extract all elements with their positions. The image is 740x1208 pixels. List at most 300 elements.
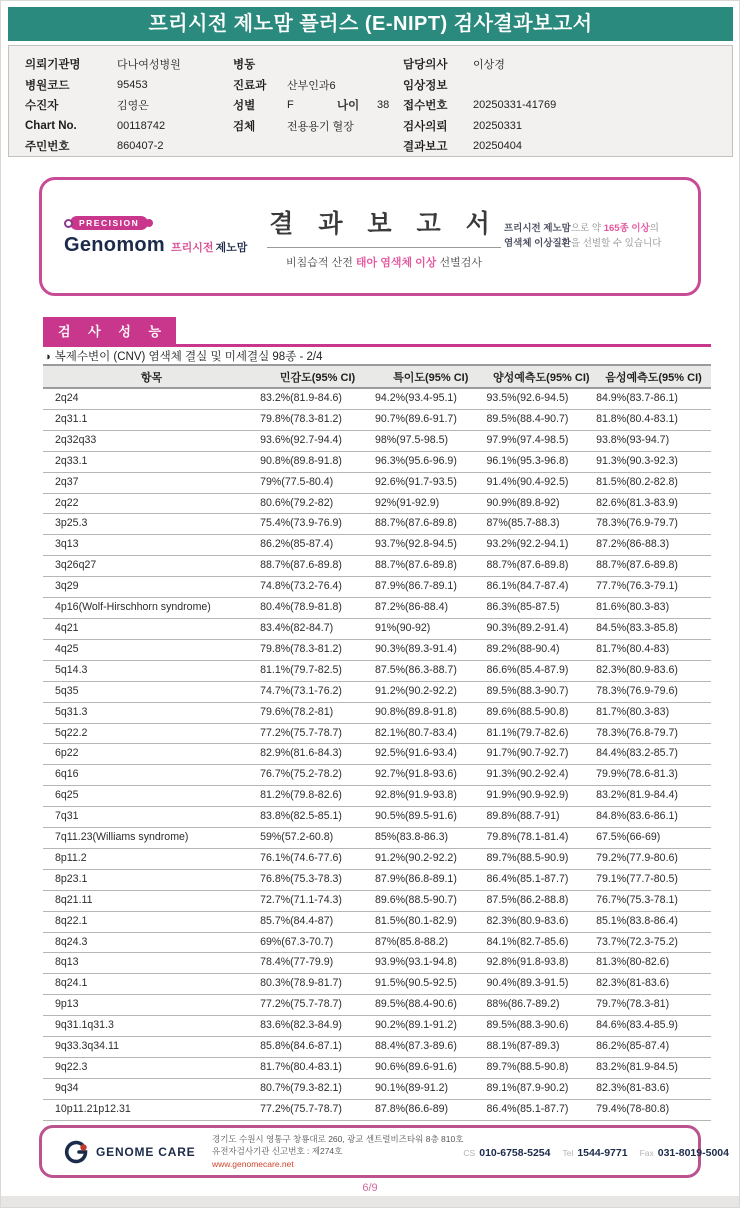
info-row-ward — [233, 54, 403, 75]
row-value-cell: 67.5%(66-69) — [596, 828, 711, 849]
info-row-resident-id — [25, 136, 230, 157]
row-item-cell: 6q16 — [43, 765, 260, 786]
table-row — [43, 388, 711, 409]
field-value: 20250404 — [473, 140, 522, 153]
row-value-cell: 86.3%(85-87.5) — [487, 598, 597, 619]
patient-info-col-middle — [233, 54, 403, 136]
row-value-cell: 78.3%(76.9-79.6) — [596, 681, 711, 702]
row-value-cell: 87%(85.7-88.3) — [487, 514, 597, 535]
row-value-cell: 84.1%(82.7-85.6) — [487, 932, 597, 953]
result-report-subheading — [267, 254, 501, 270]
row-value-cell: 91.3%(90.2-92.4) — [487, 765, 597, 786]
row-item-cell: 8q22.1 — [43, 911, 260, 932]
row-value-cell: 92.8%(91.8-93.8) — [487, 953, 597, 974]
fax-value: 031-8019-5004 — [657, 1146, 729, 1159]
footer-address-line2: 유전자검사기관 신고번호 : 제274호 — [212, 1146, 343, 1157]
row-value-cell: 87%(85.8-88.2) — [375, 932, 487, 953]
table-row — [43, 577, 711, 598]
row-value-cell: 89.5%(88.4-90.7) — [487, 409, 597, 430]
table-row — [43, 660, 711, 681]
field-label: 주민번호 — [25, 141, 70, 154]
result-report-banner — [39, 177, 701, 296]
report-banner-note — [504, 222, 676, 251]
row-item-cell: 9q31.1q31.3 — [43, 1016, 260, 1037]
table-row — [43, 639, 711, 660]
field-label: 수진자 — [25, 100, 59, 113]
row-value-cell: 96.3%(95.6-96.9) — [375, 451, 487, 472]
row-value-cell: 80.6%(79.2-82) — [260, 493, 375, 514]
precision-badge-label: PRECISION — [70, 216, 148, 230]
row-value-cell: 81.1%(79.7-82.6) — [487, 723, 597, 744]
report-banner-center — [267, 204, 501, 270]
genome-care-logo-text: GENOME CARE — [96, 1144, 196, 1159]
table-row — [43, 618, 711, 639]
footer-website: www.genomecare.net — [212, 1158, 294, 1169]
row-value-cell: 86.6%(85.4-87.9) — [487, 660, 597, 681]
info-row-doctor — [403, 54, 733, 75]
info-row-report-date — [403, 136, 733, 157]
row-value-cell: 89.5%(88.4-90.6) — [375, 995, 487, 1016]
row-value-cell: 81.3%(80-82.6) — [596, 953, 711, 974]
row-value-cell: 89.6%(88.5-90.8) — [487, 702, 597, 723]
footer-box — [39, 1125, 729, 1178]
field-value: 95453 — [117, 78, 148, 91]
table-row — [43, 702, 711, 723]
report-title-bar — [8, 7, 733, 41]
col-header-sensitivity: 민감도(95% CI) — [260, 365, 375, 388]
genomom-brand-block — [64, 216, 264, 257]
fax-label: Fax — [639, 1147, 654, 1158]
table-row — [43, 995, 711, 1016]
row-value-cell: 82.1%(80.7-83.4) — [375, 723, 487, 744]
table-row — [43, 744, 711, 765]
row-item-cell: 4p16(Wolf-Hirschhorn syndrome) — [43, 598, 260, 619]
row-value-cell: 90.3%(89.2-91.4) — [487, 618, 597, 639]
table-row — [43, 1099, 711, 1120]
table-row — [43, 723, 711, 744]
row-item-cell: 4q21 — [43, 618, 260, 639]
row-item-cell: 8q21.11 — [43, 890, 260, 911]
page-number: 6/9 — [362, 1182, 378, 1194]
row-item-cell: 2q37 — [43, 472, 260, 493]
col-header-npv: 음성예측도(95% CI) — [596, 365, 711, 388]
row-value-cell: 81.7%(80.4-83.1) — [260, 1058, 375, 1079]
info-row-hospital-name — [25, 54, 230, 75]
row-value-cell: 81.7%(80.4-83) — [596, 639, 711, 660]
row-value-cell: 93.2%(92.2-94.1) — [487, 535, 597, 556]
row-value-cell: 90.6%(89.6-91.6) — [375, 1058, 487, 1079]
row-value-cell: 89.5%(88.3-90.6) — [487, 1016, 597, 1037]
row-value-cell: 79%(77.5-80.4) — [260, 472, 375, 493]
table-caption-text: 복제수변이 (CNV) 염색체 결실 및 미세결실 98종 - 2/4 — [54, 351, 323, 363]
info-row-sex-age — [233, 95, 403, 116]
col-header-item: 항목 — [43, 365, 260, 388]
row-value-cell: 77.7%(76.3-79.1) — [596, 577, 711, 598]
performance-table-wrap — [43, 364, 711, 1121]
row-value-cell: 78.3%(76.8-79.7) — [596, 723, 711, 744]
row-item-cell: 9q34 — [43, 1078, 260, 1099]
row-value-cell: 84.9%(83.7-86.1) — [596, 388, 711, 409]
row-value-cell: 74.8%(73.2-76.4) — [260, 577, 375, 598]
table-row — [43, 409, 711, 430]
row-value-cell: 87.5%(86.3-88.7) — [375, 660, 487, 681]
field-label: 결과보고 — [403, 141, 448, 154]
footer-fax — [640, 1143, 729, 1161]
performance-table — [43, 364, 711, 1121]
table-row — [43, 974, 711, 995]
info-row-clinical-info — [403, 75, 733, 96]
info-row-department — [233, 75, 403, 96]
row-value-cell: 86.2%(85-87.4) — [596, 1037, 711, 1058]
row-item-cell: 5q31.3 — [43, 702, 260, 723]
table-caption — [44, 348, 323, 364]
badge-dot-left-icon — [64, 219, 73, 228]
row-value-cell: 79.9%(78.6-81.3) — [596, 765, 711, 786]
footer-tel — [562, 1143, 627, 1161]
row-item-cell: 8q24.1 — [43, 974, 260, 995]
row-value-cell: 88.7%(87.6-89.8) — [487, 556, 597, 577]
row-value-cell: 86.4%(85.1-87.7) — [487, 869, 597, 890]
row-value-cell: 83.2%(81.9-84.6) — [260, 388, 375, 409]
row-value-cell: 79.8%(78.1-81.4) — [487, 828, 597, 849]
row-value-cell: 87.2%(86-88.3) — [596, 535, 711, 556]
row-value-cell: 84.8%(83.6-86.1) — [596, 807, 711, 828]
row-value-cell: 90.3%(89.3-91.4) — [375, 639, 487, 660]
row-value-cell: 82.3%(81-83.6) — [596, 1078, 711, 1099]
row-item-cell: 5q35 — [43, 681, 260, 702]
row-value-cell: 79.6%(78.2-81) — [260, 702, 375, 723]
row-value-cell: 81.8%(80.4-83.1) — [596, 409, 711, 430]
half-circle-icon: ◑ — [44, 351, 51, 363]
patient-info-col-left — [25, 54, 230, 157]
table-row — [43, 493, 711, 514]
row-value-cell: 87.2%(86-88.4) — [375, 598, 487, 619]
row-value-cell: 89.1%(87.9-90.2) — [487, 1078, 597, 1099]
cs-value: 010-6758-5254 — [479, 1146, 551, 1159]
row-value-cell: 76.8%(75.3-78.3) — [260, 869, 375, 890]
genome-care-logo — [62, 1139, 212, 1165]
info-row-patient-name — [25, 95, 230, 116]
table-row — [43, 911, 711, 932]
row-value-cell: 59%(57.2-60.8) — [260, 828, 375, 849]
row-value-cell: 85.1%(83.8-86.4) — [596, 911, 711, 932]
row-item-cell: 2q31.1 — [43, 409, 260, 430]
row-value-cell: 91.5%(90.5-92.5) — [375, 974, 487, 995]
row-value-cell: 91%(90-92) — [375, 618, 487, 639]
note-bold: 프리시전 제노맘 — [503, 223, 571, 235]
row-value-cell: 93.7%(92.8-94.5) — [375, 535, 487, 556]
row-item-cell: 2q32q33 — [43, 430, 260, 451]
row-value-cell: 91.3%(90.3-92.3) — [596, 451, 711, 472]
brand-sub-accent: 프리시전 — [171, 242, 214, 254]
row-value-cell: 91.4%(90.4-92.5) — [487, 472, 597, 493]
row-value-cell: 73.7%(72.3-75.2) — [596, 932, 711, 953]
row-value-cell: 91.2%(90.2-92.2) — [375, 681, 487, 702]
row-value-cell: 88.7%(87.6-89.8) — [375, 514, 487, 535]
row-value-cell: 77.2%(75.7-78.7) — [260, 995, 375, 1016]
info-row-chart-no — [25, 116, 230, 137]
note-bold: 염색체 이상질환 — [503, 237, 571, 249]
row-value-cell: 79.8%(78.3-81.2) — [260, 409, 375, 430]
row-value-cell: 87.9%(86.8-89.1) — [375, 869, 487, 890]
row-value-cell: 83.4%(82-84.7) — [260, 618, 375, 639]
info-row-specimen — [233, 116, 403, 137]
row-item-cell: 2q33.1 — [43, 451, 260, 472]
note-text: 으로 약 — [570, 223, 604, 235]
row-value-cell: 81.1%(79.7-82.5) — [260, 660, 375, 681]
row-value-cell: 81.6%(80.3-83) — [596, 598, 711, 619]
row-value-cell: 97.9%(97.4-98.5) — [487, 430, 597, 451]
table-row — [43, 932, 711, 953]
field-label: Chart No. — [25, 119, 77, 132]
section-title: 검 사 성 능 — [43, 317, 176, 344]
field-value: F — [287, 99, 294, 112]
row-value-cell: 89.2%(88-90.4) — [487, 639, 597, 660]
row-value-cell: 83.2%(81.9-84.5) — [596, 1058, 711, 1079]
row-item-cell: 9p13 — [43, 995, 260, 1016]
row-value-cell: 80.7%(79.3-82.1) — [260, 1078, 375, 1099]
field-value: 38 — [377, 99, 390, 112]
row-value-cell: 90.8%(89.8-91.8) — [375, 702, 487, 723]
row-value-cell: 74.7%(73.1-76.2) — [260, 681, 375, 702]
row-value-cell: 80.3%(78.9-81.7) — [260, 974, 375, 995]
row-value-cell: 89.6%(88.5-90.7) — [375, 890, 487, 911]
field-label: 의뢰기관명 — [25, 59, 81, 72]
row-value-cell: 76.7%(75.2-78.2) — [260, 765, 375, 786]
row-value-cell: 69%(67.3-70.7) — [260, 932, 375, 953]
row-item-cell: 2q24 — [43, 388, 260, 409]
row-value-cell: 90.7%(89.6-91.7) — [375, 409, 487, 430]
subtitle-accent: 태아 염색체 이상 — [355, 256, 437, 269]
row-value-cell: 88.7%(87.6-89.8) — [596, 556, 711, 577]
row-value-cell: 89.5%(88.3-90.7) — [487, 681, 597, 702]
table-row — [43, 472, 711, 493]
brand-name: Genomom — [64, 234, 165, 256]
row-value-cell: 83.2%(81.9-84.4) — [596, 786, 711, 807]
footer-cs — [463, 1143, 550, 1161]
footer-address-block — [212, 1133, 463, 1170]
table-row — [43, 828, 711, 849]
row-item-cell: 4q25 — [43, 639, 260, 660]
row-value-cell: 79.1%(77.7-80.5) — [596, 869, 711, 890]
row-value-cell: 88.7%(87.6-89.8) — [375, 556, 487, 577]
row-value-cell: 92%(91-92.9) — [375, 493, 487, 514]
field-label: 담당의사 — [403, 59, 448, 72]
row-item-cell: 7q31 — [43, 807, 260, 828]
tel-value: 1544-9771 — [577, 1146, 628, 1159]
row-value-cell: 82.6%(81.3-83.9) — [596, 493, 711, 514]
row-value-cell: 79.8%(78.3-81.2) — [260, 639, 375, 660]
row-item-cell: 8p23.1 — [43, 869, 260, 890]
row-value-cell: 89.7%(88.5-90.8) — [487, 1058, 597, 1079]
subtitle-suffix: 선별검사 — [436, 256, 482, 269]
row-value-cell: 93.6%(92.7-94.4) — [260, 430, 375, 451]
field-label: 병원코드 — [25, 79, 70, 92]
performance-table-body — [43, 388, 711, 1120]
row-item-cell: 6q25 — [43, 786, 260, 807]
cs-label: CS — [463, 1147, 476, 1158]
row-value-cell: 81.5%(80.1-82.9) — [375, 911, 487, 932]
report-title: 프리시전 제노맘 플러스 (E-NIPT) 검사결과보고서 — [148, 13, 593, 35]
field-label: 검사의뢰 — [403, 120, 448, 133]
row-value-cell: 98%(97.5-98.5) — [375, 430, 487, 451]
table-row — [43, 869, 711, 890]
row-value-cell: 83.6%(82.3-84.9) — [260, 1016, 375, 1037]
row-value-cell: 88.1%(87-89.3) — [487, 1037, 597, 1058]
row-value-cell: 90.1%(89-91.2) — [375, 1078, 487, 1099]
row-value-cell: 91.7%(90.7-92.7) — [487, 744, 597, 765]
field-label: 성별 — [233, 100, 256, 113]
row-value-cell: 82.9%(81.6-84.3) — [260, 744, 375, 765]
row-value-cell: 91.2%(90.2-92.2) — [375, 848, 487, 869]
field-value: 김영은 — [117, 100, 149, 113]
row-value-cell: 75.4%(73.9-76.9) — [260, 514, 375, 535]
row-value-cell: 84.4%(83.2-85.7) — [596, 744, 711, 765]
table-header-row — [43, 365, 711, 388]
row-value-cell: 76.7%(75.3-78.1) — [596, 890, 711, 911]
field-value: 860407-2 — [117, 140, 164, 153]
field-label: 임상정보 — [403, 79, 448, 92]
subtitle-prefix: 비침습적 산전 — [286, 256, 356, 269]
row-item-cell: 7q11.23(Williams syndrome) — [43, 828, 260, 849]
row-value-cell: 84.6%(83.4-85.9) — [596, 1016, 711, 1037]
row-item-cell: 8q24.3 — [43, 932, 260, 953]
row-value-cell: 81.5%(80.2-82.8) — [596, 472, 711, 493]
info-row-receipt-no — [403, 95, 733, 116]
row-value-cell: 86.2%(85-87.4) — [260, 535, 375, 556]
table-row — [43, 786, 711, 807]
row-item-cell: 9q33.3q34.11 — [43, 1037, 260, 1058]
row-value-cell: 92.6%(91.7-93.5) — [375, 472, 487, 493]
row-value-cell: 87.5%(86.2-88.8) — [487, 890, 597, 911]
row-value-cell: 94.2%(93.4-95.1) — [375, 388, 487, 409]
row-value-cell: 88.4%(87.3-89.6) — [375, 1037, 487, 1058]
row-item-cell: 8p11.2 — [43, 848, 260, 869]
row-value-cell: 76.1%(74.6-77.6) — [260, 848, 375, 869]
row-item-cell: 3q29 — [43, 577, 260, 598]
table-row — [43, 535, 711, 556]
row-item-cell: 10p11.21p12.31 — [43, 1099, 260, 1120]
row-value-cell: 93.8%(93-94.7) — [596, 430, 711, 451]
row-value-cell: 90.2%(89.1-91.2) — [375, 1016, 487, 1037]
precision-badge — [64, 216, 264, 230]
row-value-cell: 82.3%(80.9-83.6) — [487, 911, 597, 932]
row-value-cell: 90.4%(89.3-91.5) — [487, 974, 597, 995]
row-value-cell: 79.4%(78-80.8) — [596, 1099, 711, 1120]
row-value-cell: 82.3%(81-83.6) — [596, 974, 711, 995]
badge-dot-right-icon — [145, 219, 153, 227]
field-label: 나이 — [337, 100, 360, 113]
field-value: 이상경 — [473, 59, 505, 72]
row-value-cell: 79.2%(77.9-80.6) — [596, 848, 711, 869]
info-row-hospital-code — [25, 75, 230, 96]
row-value-cell: 86.4%(85.1-87.7) — [487, 1099, 597, 1120]
table-row — [43, 1058, 711, 1079]
row-value-cell: 96.1%(95.3-96.8) — [487, 451, 597, 472]
row-value-cell: 88.7%(87.6-89.8) — [260, 556, 375, 577]
brand-sub: 제노맘 — [215, 242, 248, 254]
note-text: 의 — [649, 223, 659, 235]
row-value-cell: 92.5%(91.6-93.4) — [375, 744, 487, 765]
row-value-cell: 83.8%(82.5-85.1) — [260, 807, 375, 828]
row-value-cell: 88%(86.7-89.2) — [487, 995, 597, 1016]
row-item-cell: 8q13 — [43, 953, 260, 974]
field-label: 접수번호 — [403, 100, 448, 113]
row-value-cell: 79.7%(78.3-81) — [596, 995, 711, 1016]
table-row — [43, 681, 711, 702]
row-value-cell: 90.8%(89.8-91.8) — [260, 451, 375, 472]
row-value-cell: 85%(83.8-86.3) — [375, 828, 487, 849]
row-value-cell: 93.9%(93.1-94.8) — [375, 953, 487, 974]
field-label: 진료과 — [233, 79, 267, 92]
row-value-cell: 77.2%(75.7-78.7) — [260, 1099, 375, 1120]
table-row — [43, 765, 711, 786]
table-row — [43, 848, 711, 869]
row-item-cell: 6p22 — [43, 744, 260, 765]
row-item-cell: 5q14.3 — [43, 660, 260, 681]
patient-info-col-right — [403, 54, 733, 157]
row-value-cell: 90.5%(89.5-91.6) — [375, 807, 487, 828]
row-value-cell: 84.5%(83.3-85.8) — [596, 618, 711, 639]
test-performance-section-header — [43, 317, 711, 347]
row-value-cell: 82.3%(80.9-83.6) — [596, 660, 711, 681]
row-value-cell: 72.7%(71.1-74.3) — [260, 890, 375, 911]
row-value-cell: 89.8%(88.7-91) — [487, 807, 597, 828]
row-value-cell: 93.5%(92.6-94.5) — [487, 388, 597, 409]
row-value-cell: 85.8%(84.6-87.1) — [260, 1037, 375, 1058]
row-value-cell: 90.9%(89.8-92) — [487, 493, 597, 514]
field-value: 20250331 — [473, 119, 522, 132]
table-row — [43, 514, 711, 535]
table-row — [43, 890, 711, 911]
table-row — [43, 953, 711, 974]
row-value-cell: 91.9%(90.9-92.9) — [487, 786, 597, 807]
row-value-cell: 78.4%(77-79.9) — [260, 953, 375, 974]
field-label: 검체 — [233, 120, 256, 133]
col-header-ppv: 양성예측도(95% CI) — [487, 365, 597, 388]
row-value-cell: 86.1%(84.7-87.4) — [487, 577, 597, 598]
table-row — [43, 556, 711, 577]
row-item-cell: 3p25.3 — [43, 514, 260, 535]
note-text: 을 선별할 수 있습니다 — [570, 237, 662, 249]
row-item-cell: 2q22 — [43, 493, 260, 514]
row-item-cell: 5q22.2 — [43, 723, 260, 744]
row-value-cell: 92.8%(91.9-93.8) — [375, 786, 487, 807]
page-bottom-strip — [1, 1196, 739, 1207]
row-value-cell: 78.3%(76.9-79.7) — [596, 514, 711, 535]
field-value: 전용용기 혈장 — [287, 120, 354, 133]
table-row — [43, 430, 711, 451]
row-value-cell: 85.7%(84.4-87) — [260, 911, 375, 932]
table-row — [43, 598, 711, 619]
field-label: 병동 — [233, 59, 256, 72]
tel-label: Tel — [562, 1147, 574, 1158]
brand-line — [64, 234, 264, 257]
field-value: 다나여성병원 — [117, 59, 181, 72]
row-value-cell: 80.4%(78.9-81.8) — [260, 598, 375, 619]
table-row — [43, 1078, 711, 1099]
note-accent: 165종 이상 — [603, 223, 650, 235]
table-row — [43, 807, 711, 828]
footer-address-line1: 경기도 수원시 영통구 창룡대로 260, 광교 센트럴비즈타워 8층 810호 — [212, 1134, 464, 1145]
patient-info-panel — [8, 45, 733, 157]
row-value-cell: 92.7%(91.8-93.6) — [375, 765, 487, 786]
row-value-cell: 87.9%(86.7-89.1) — [375, 577, 487, 598]
footer-contacts — [463, 1143, 729, 1161]
row-value-cell: 81.7%(80.3-83) — [596, 702, 711, 723]
row-item-cell: 9q22.3 — [43, 1058, 260, 1079]
row-item-cell: 3q13 — [43, 535, 260, 556]
